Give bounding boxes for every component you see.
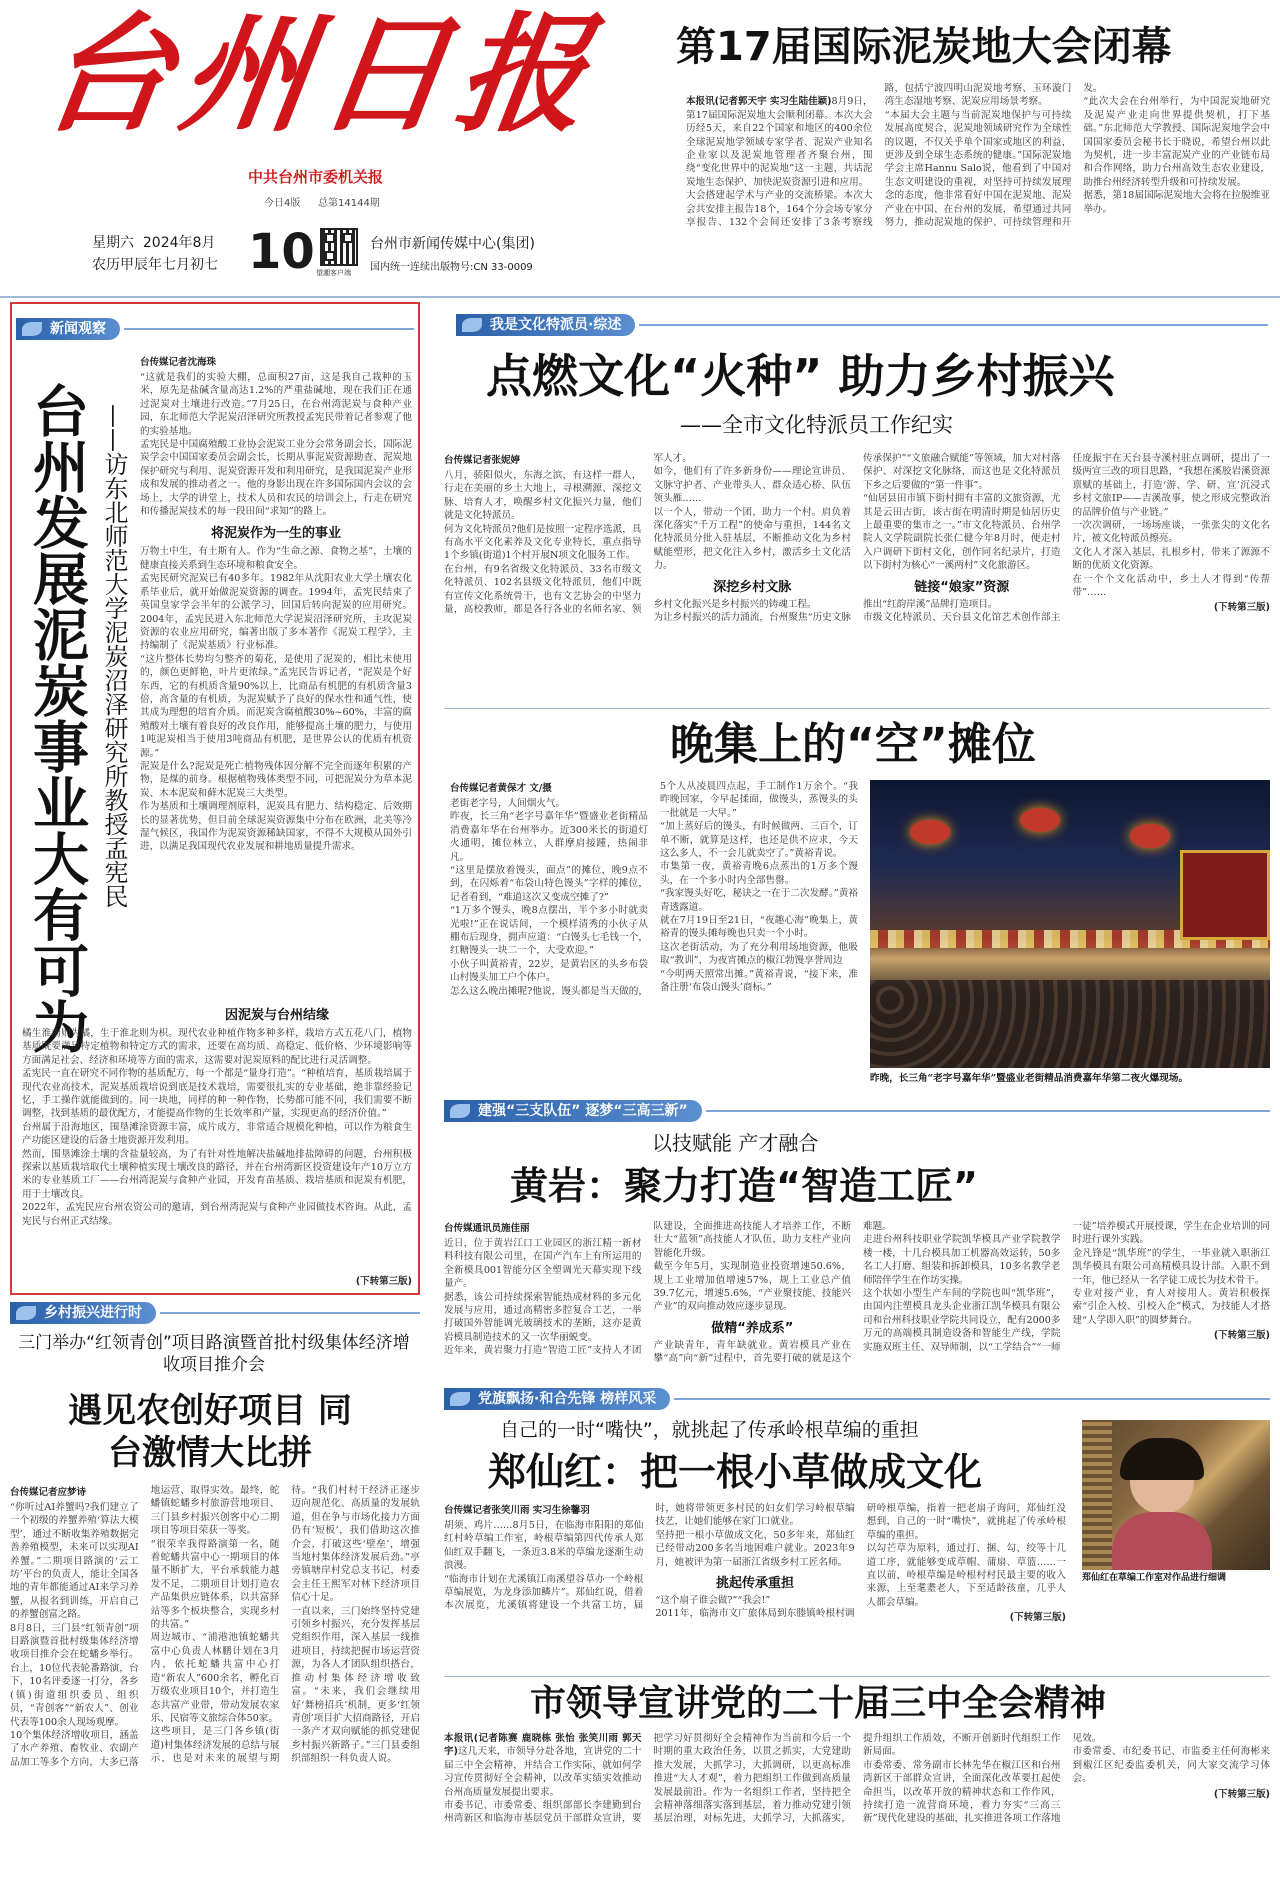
feature-sub1: 将泥炭作为一生的事业: [210, 526, 341, 542]
zheng-photo: [1082, 1420, 1270, 1570]
leaders-byline: 本报讯(记者陈赛 鹿晓栋 张怡 张笑川雨 郭天宇): [444, 1733, 642, 1758]
masthead-org: 中共台州市委机关报: [248, 168, 384, 186]
feature-sub2: 因泥炭与台州结缘: [224, 1008, 329, 1023]
feature-byline: 台传媒记者沈海珠: [140, 357, 217, 368]
lead-article: [686, 82, 1270, 290]
rural-body: “你听过AI养蟹吗?我们建立了一个初级的养蟹养殖‘算法大模型’，通过不断收集养殖数据完善养殖模型，未来可以实现AI养蟹。”二期项目路演的‘云工坊’平台的负责人，能让全国各地的青年都能通过AI来学习养蟹，从报名到训练，开启自己的养蟹创富之路。 8月8日，三门县“红领青创”项目路演暨首批村级集体经济增收项目推介会在蛇蟠乡举行。台上，10位代表轮番路演，台下，10名评委逐一打分，各乡(镇)街道组织委员、组织员，“青创客”“新农人”、创业代表等100余人现场观摩。 10个集体经济增收项目，涵盖了水产养殖、畜牧业、农副产品加工等多个方向，大多已落地运营、取得实效。最终，蛇蟠镇蛇蟠乡村旅游营地项目、三门县乡村振兴创客中心二期项目等项目荣获一等奖。 “很荣幸我得路演第一名，随着蛇蟠共富中心一期项目的体量不断扩大，平台承载能力越发不足，二期项目计划打造农产品集供应链体系，以共富驿站等多个板块整合，实现乡村的共富。” 周边城市、“浦港池镇蛇蟠共富中心负责人林鹏计划在3月内，依托蛇蟠共富中心打造“新农人”600余名，孵化百万级农业项目10个，并打造生态共富产业带，带动发展农家乐、民宿等文旅综合体50家。 这些项目，是三门各乡镇(街道)村集体经济发展的总结与展示，也是对未来的展望与期待。“我们村村干经济正逐步迈向规范化、高质量的发展轨道，但在争与市场化接力方面仍有‘短板’，我们借助这次推介会，打破这些‘壁垒’，增强当地村集体经济发展后劲。”亭旁镇塘岸村党总支书记，村委会主任王熙军对林下经济项目信心十足。 一直以来，三门始终坚持党建引领乡村振兴，充分发挥基层党组织作用，深入基层一线推进项目，持续把握市场运营资源，为各人才团队组织搭台，推动村集体经济增收致富。“未来，我们会继续用好‘舞榜招兵’机制，更多‘红领青创’项目扩大招商路径，开启一条产才双向赋能的抓党建促乡村振兴新路子。”三门县委组织部组织一科负责人说。: [10, 1485, 420, 1768]
zheng-byline: 台传媒记者张笑川雨 实习生徐馨羽: [444, 1505, 590, 1516]
publisher: 台州市新闻传媒中心(集团): [370, 236, 535, 252]
zheng-band-label: 党旗飘扬·和合先锋 榜样风采: [444, 1388, 670, 1410]
rural-headline: 遇见农创好项目 同台激情大比拼: [68, 1391, 352, 1473]
cn-number: 国内统一连续出版物号:CN 33-0009: [370, 262, 533, 273]
night-market-article: [450, 780, 858, 1080]
huangyan-sub1: 做精“养成系”: [711, 1320, 794, 1336]
feature-continued: (下转第三版): [355, 1276, 412, 1287]
feature-band-label: 新闻观察: [16, 318, 120, 340]
zheng-headline: 郑仙红：把一根小草做成文化: [488, 1450, 983, 1494]
feature-band: [16, 318, 414, 340]
zheng-body: 胡须、鸡片……8月5日，在临海市阳阳的郑仙红村岭草编工作室，岭根草编第四代传承人郑仙红双手翻飞，一条近3.8米的草编龙逐渐生动浪漫。 “临海市计划在尤溪镇江南溪望谷草办一个岭根草编展览，为龙身添加鳞片”。郑仙红说，借着本次展览，尤溪镇将建设一个共富工坊，届时，她将带领更多村民的妇女们学习岭根草编技艺，让她们能够在家门口就业。 坚持把一根小草做成文化，50多年来，郑仙红已经带动200多名当地困难户就业。2023年9月，她被评为第一届浙江省级乡村工匠名师。: [444, 1503, 855, 1612]
culture-band-label: 我是文化特派员·综述: [456, 314, 635, 336]
divider: [0, 296, 1280, 298]
night-market-body: 老街老字号，人间烟火气。 昨夜，长三角“老字号嘉年华”暨盛业老街精品消费嘉年华在台州举办。近300米长的街道灯火通明，摊位林立，人群摩肩接踵，热闹非凡。 “这里是摆放着馒头，面点”的摊位，晚9点不到，在闪烁着“布袋山特色馒头”字样的摊位，记者看到，“难道这次又变成空摊了?” “1万多个馒头，晚8点摆出，半个多小时就卖光啦!”正在说话间，一个模样清秀的小伙子从棚布后现身，拥声应道：“白馒头七毛钱一个，红糖馒头一块二一个，大受欢迎。” 小伙子叫黄裕青，22岁，是黄岩区的头乡布袋山村馒头加工户个体户。 怎么这么晚出摊呢?他说，馒头都是当天做的，5个人从凌晨四点起，手工制作1万余个。“我昨晚回家，今早起揉面，做馒头，蒸馒头的头一批就是一大早。” “加上蒸好后的馒头，有时候做两、三百个，订单不断，就算是这样，也还是供不应求，今天这么多人，不一会儿就卖空了。”黄裕青说。 市集第一夜，黄裕青晚6点蒸出的1万多个馒头，在一个多小时内全部售罄。 “我家馒头好吃，秘诀之一在于二次发酵。”黄裕青透露道。 就在7月19日至21日，“夜趣心海”晚集上，黄裕青的馒头摊每晚也只卖一个小时。 这次老街活动，为了充分利用场地资源，他吸取“教训”，为夜宵摊点的椒江勃馒享誉周边 “今明两天照常出摊。”黄裕青说，“接下来，准备注册‘布袋山馒头’商标。”: [450, 781, 858, 997]
culture-body2: 乡村文化振兴是乡村振兴的铸魂工程。 为让乡村振兴的活力涌流，台州聚焦“历史文脉传承保护”“文旅融合赋能”等领域，加大对村落保护、对深挖文化脉络，而这也是文化特派员下乡之后要做的“第一件事”。 “仙居县田市镇下街村拥有丰富的文旅资源，尤其是云田古街，该古街在明清时期是仙居历史上最重要的集市之一。”市文化特派员、台州学院人文学院副院长张仁健今年8月时，便走村入户调研下街村文化，创作同名纪录片，打造以下街村为核心“一溪两村”文化旅游区。: [653, 453, 1061, 624]
lead-body: 8月9日，第17届国际泥炭地大会顺利闭幕。本次大会历经5天，来自22个国家和地区的400余位全球泥炭地学领域专家学者、泥炭产业知名企业家以及泥炭地管理者齐聚台州，围绕“变化世界中的泥炭地”这一主题，共话泥炭地生态保护、加快泥炭资源引进和应用。 大会搭建起学术与产业的交流桥梁。本次大会共安排主报告18个，164个分会场专家分享报告、132个会间还安排了3条考察线路，包括宁波四明山泥炭地考察、玉环漩门湾生态湿地考察、泥炭应用场景考察。 “本届大会主题与当前泥炭地保护与可持续发展高度契合，泥炭地领域研究作为全球性的议题，不仅关乎单个国家或地区的利益，更涉及到全球生态系统的健康。”国际泥炭地学会主席Hannu Salo说，他看到了中国对生态文明建设的重视，对坚持可持续发展理念的态度，他非常看好中国在泥炭地、泥炭产业在中国、在台州的发展，希望通过共同努力，推动泥炭地的保护、可持续管理和开发。 “此次大会在台州举行，为中国泥炭地研究及泥炭产业走向世界提供契机，打下基础。”东北师范大学教授、国际泥炭地学会中国国家委员会秘书长于晓说，希望台州以此为契机，进一步丰富泥炭产业的产业链布局和合作网络，助力台州高效生态农业建设，助推台州经济转型升级和可持续发展。 据悉，第18届国际泥炭地大会将在拉脱维亚举办。: [686, 83, 1270, 229]
leaders-continued: (下转第三版): [1213, 1788, 1270, 1800]
lead-byline: 本报讯(记者郭天宇 实习生陆佳颖): [686, 96, 832, 108]
masthead: [0, 0, 650, 280]
huangyan-byline: 台传媒通讯员施佳丽: [444, 1223, 530, 1234]
night-market-photo: [870, 780, 1270, 1068]
zheng-article: [444, 1502, 1066, 1670]
culture-body3: 推出“红韵岸溪”品牌打造项目。 市级文化特派员、天台县文化馆艺术创作部主任庞振宇在天台县寺溪村驻点调研，提出了一级两宣三改的项目思路，“我想在溪胶岩溪资源禀赋的基础上，打造‘游、学、研、宣’沉浸式乡村文旅IP——吉溪故事，使之形成完整政治的品牌价值与产业链。” 一次次调研，一场场座谈，一张张尖的文化名片，被文化特派员擦亮。 文化人才深入基层，扎根乡村，带来了源源不断的优质文化资源。 在一个个文化活动中，乡土人才得到“传帮带”……: [863, 453, 1270, 624]
huangyan-body2: 产业缺青年，青年缺就业。黄岩模具产业在攀“高”向“新”过程中，首先要打破的就是这个难题。 走进台州科技职业学院凯华模具产业学院教学楼一楼，十几台模具加工机器高效运转，50多名工人打磨、组装和拆卸模具，10多名教学老师陪伴学生在作坊实操。 这个状如小型生产车间的学院也叫“凯华班”，由国内注塑模具龙头企业浙江凯华模具有限公司和台州科技职业学院共同设立，配有2000多万元的高端模具制造设备和智能生产线，学院实施双班主任、双导师制，以“工学结合”“一师一徒”培养模式开展授课，学生在企业培训的同时进行课外实践。 金凡锋是“凯华班”的学生，一毕业就入职浙江凯华模具有限公司高精模具设计部。入职不到一年，他已经从一名学徒工成长为技术骨干。 专业对接产业，育人对接用人。黄岩积极探索“引企入校、引校入企”模式，为技能人才搭建“人学即入职”的圆梦舞台。: [653, 1221, 1270, 1365]
culture-body: 八月，骄阳似火，东海之滨，有这样一群人，行走在美丽的乡土大地上，寻根溯源、深挖文脉、培育人才，唤醒乡村文化振兴力量，他们就是文化特派员。 何为文化特派员?他们是按照一定程序选派，具有高水平文化素养及文化专业特长，重点指导1个乡镇(街道)1个村开展N项文化服务工作。 在台州，有9名省级文化特派员、33名市级文化特派员、102名县级文化特派员，他们中既有宣传文化系统骨干，也有文艺协会的中坚力量，高校教师，都是各行各业的名师名家、领军人才。 如今，他们有了许多新身份——理论宣讲员、文脉守护者、产业带头人、群众适心桥、队伍领头雁…… 以一个人，带动一个团，助力一个村。肩负着深化落实“千万工程”的使命与重担，144名文化特派员分批入驻基层，不断推动文化为乡村赋能塑形，把文化注入乡村，激活乡土文化活力。: [444, 453, 851, 616]
qr-caption: 望潮客户端: [316, 269, 351, 277]
divider: [444, 708, 1270, 709]
leaders-headline: 市领导宣讲党的二十届三中全会精神: [530, 1683, 1107, 1724]
newspaper-logo: 台州日报: [33, 1, 607, 150]
zheng-band: [444, 1388, 1270, 1410]
rural-article: [10, 1484, 420, 1876]
rural-byline: 台传媒记者应梦诗: [10, 1487, 87, 1498]
night-market-photo-caption: 昨晚，长三角“老字号嘉年华”暨盛业老街精品消费嘉年华第二夜火爆现场。: [870, 1073, 1189, 1084]
zheng-continued: (下转第三版): [1009, 1612, 1066, 1624]
rural-band-label: 乡村振兴进行时: [10, 1302, 156, 1324]
night-market-byline: 台传媒记者黄保才 文/摄: [450, 783, 552, 794]
culture-subhead: ——全市文化特派员工作纪实: [680, 413, 953, 437]
zheng-photo-caption: 郑仙红在草编工作室对作品进行细调: [1082, 1573, 1227, 1583]
qr-code: [320, 228, 358, 266]
masthead-pages: 今日4版: [264, 198, 301, 209]
culture-band: [456, 314, 1268, 336]
leaders-article: [444, 1732, 1270, 1878]
divider: [444, 1676, 1270, 1677]
feature-box: [10, 302, 420, 1295]
feature-subhead: ——访东北师范大学泥炭沼泽研究所教授孟宪民: [100, 404, 128, 908]
culture-sub1: 深挖乡村文脉: [713, 579, 792, 595]
culture-byline: 台传媒记者张妮婷: [444, 455, 521, 466]
huangyan-band: [444, 1100, 1270, 1122]
rural-subhead: 三门举办“红领青创”项目路演暨首批村级集体经济增收项目推介会: [18, 1333, 410, 1375]
feature-headline: 台州发展泥炭事业大有可为: [24, 382, 89, 1054]
huangyan-continued: (下转第三版): [1213, 1330, 1270, 1342]
culture-headline: 点燃文化“火种” 助力乡村振兴: [486, 349, 1115, 403]
culture-continued: (下转第三版): [1213, 602, 1270, 614]
zheng-subhead: 自己的一时“嘴快”，就挑起了传承岭根草编的重担: [500, 1419, 919, 1441]
huangyan-body: 近日，位于黄岩江口工业园区的浙江精一新材料科技有限公司里，在国产汽车上有所运用的全新模具001智能分区全塑调光天幕实现下线量产。 据悉，该公司持续探索智能热成材料的多元化发展与应用，通过高精密多腔复合工艺，一举打破国外智能调光玻璃技术的垄断，这亦是黄岩模具制造技术的又一次华丽蜕变。 近年来，黄岩聚力打造“智造工匠”支持人才团队建设，全面推进高技能人才培养工作，不断壮大“蓝领”高技能人才队伍，助力支柱产业向智能化升级。 截至今年5月，实现制造业投资增速50.6%，规上工业增加值增速57%，规上工业总产值39.7亿元，增速5.6%，“产业聚技能、技能兴产业”的双向推动效应逐步显现。: [444, 1221, 851, 1357]
masthead-lunar: 农历甲辰年七月初七: [92, 257, 218, 273]
huangyan-band-label: 建强“三支队伍” 逐梦“三高三新”: [444, 1100, 702, 1122]
masthead-day: 10: [248, 224, 315, 280]
lead-headline: 第17届国际泥炭地大会闭幕: [676, 24, 1172, 70]
feature-para1: “这就是我们的实验大棚，总面积27亩，这是我自己栽种的玉米，原先是盐碱含量高达1.2%的严重盐碱地，现在我们正在通过泥炭对土壤进行改造。”7月25日，在台州湾泥炭与食种产业园，东北师范大学泥炭沼泽研究所教授孟宪民带着记者参观了他的实验基地。 孟宪民是中国腐殖酸工业协会泥炭工业分会常务副会长，国际泥炭学会中国国家委员会副会长，长期从事泥炭资源勘查、泥炭地保护研究与利用、泥炭资源开发和利用研究，是我国泥炭产业形成和发展的推动者之一。他的身影出现在许多国际国内会议的会场上，大学的讲堂上，技术人员和农民的培训会上，行走在研究和传播泥炭技术的每一段田间“求知”的路上。: [140, 372, 412, 518]
masthead-issue: 总第14144期: [318, 198, 380, 209]
culture-article: [444, 452, 1270, 702]
leaders-body: 这几天来，市领导分赴各地，宣讲党的二十届三中全会精神，并结合工作实际，就如何学习宣传贯彻好全会精神，以改革实绩实效推动台州高质量发展提出要求。 市委书记、市委常委、组织部部长李建勤到台州湾新区和临海市基层党员干部群众宣讲，要把学习好贯彻好全会精神作为当前和今后一个时期的重大政治任务，以贯之抓实，大党建助推大发展，大抓学习，大抓调研，以更高标准推进“大人才观”，着力把组织工作做到高质量发展最前沿。作为一名组织工作者，坚持把全会精神落细落实落到基层，着力推动党建引领基层治理，对标先进，大抓学习，大抓落实，提升组织工作质效，不断开创新时代组织工作新局面。 市委常委、常务副市长林先华在椒江区和台州湾新区干部群众宣讲，全面深化改革要扛起使命担当，以改革开放的精神状态和工作作风，持续打造一流营商环境，着力夯实“三高三新”现代化建设的基础，扎实推进各项工作落地见效。 市委常委、市纪委书记、市监委主任何海彬来到椒江区纪委监委机关，同大家交流学习体会。: [444, 1733, 1270, 1825]
culture-sub2: 链接“娘家”资源: [914, 579, 1010, 595]
zheng-body2: “这个扇子谁会做?”“我会!” 2011年，临海市文广旅体局到东塍镇岭根村调研岭根草编，指着一把老扇子询问，郑仙红没想到，自己的一时“嘴快”，就挑起了传承岭根草编的重担。 以勾芒草为原料，通过打、捆、勾、绞等十几道工序，就能够变成草帽、蒲扇、草篮……一直以前，岭根草编是岭根村村民最主要的收入来源，上至耄耋老人，下至适龄孩童，几乎人人都会草编。: [655, 1503, 1066, 1620]
feature-para2: 万物土中生，有土斯有人。作为“生命之源、食物之基”，土壤的健康直接关系到生态环境和粮食安全。 孟宪民研究泥炭已有40多年。1982年从沈阳农业大学土壤农化系毕业后，就开始做泥炭资源的调查。1994年，孟宪民结束了英国皇家学会半年的公派学习，回国后转向泥炭的应用研究。2004年，孟宪民进入东北师范大学泥炭沼泽研究所，主攻泥炭资源的农业应用研究，编著出版了多本著作《泥炭工程学》，主持编制了《泥炭基质》行业标准。 “这片整体长势均匀整齐的菊花，是使用了泥炭的，相比未使用的，颜色更鲜艳，叶片更浓绿。”孟宪民告诉记者，“泥炭是个好东西，它的有机质含量90%以上，比商品有机肥的有机质含量3倍，高含量的有机质，为泥炭赋予了良好的保水性和通气性，使其成为理想的培育介质。而泥炭含腐植酸30%~60%，丰富的腐殖酸对土壤有着良好的改良作用，能够提高土壤的肥力，与使用1吨泥炭相当于使用3吨商品有机肥，是世界公认的优质有机资源。” 泥炭是什么?泥炭是死亡植物残体因分解不完全而逐年积累的产物，是煤的前身。根据植物残体类型不同，可把泥炭分为草本泥炭、木本泥炭和藓木泥炭三大类型。 作为基质和土壤调理剂原料，泥炭具有肥力、结构稳定、后效期长的显著优势，但目前全球泥炭资源集中分布在欧洲，北美等冷湿气候区，我国作为泥炭资源稀缺国家，不得不大规模从国外引进，以满足我国现代农业发展和耕地质量提升需求。: [140, 546, 412, 853]
huangyan-article: [444, 1220, 1270, 1372]
huangyan-subhead: 以技赋能 产才融合: [652, 1131, 819, 1155]
night-market-headline: 晚集上的“空”摊位: [670, 719, 1036, 770]
masthead-date: 星期六 2024年8月: [92, 235, 216, 251]
feature-para3: 橘生淮南则为橘，生于淮北则为枳。现代农业种植作物多种多样，栽培方式五花八门，植物基质既要满足特定植物和特定方式的需求，还要在高均质、高稳定、低价格、少环境影响等方面满足社会、经济和环境等方面的需求，这需要对泥炭原料的配比进行灵活调整。 孟宪民一直在研究不同作物的基质配方，每一个都是“量身打造”。“种植培育，基质栽培属于现代农业高技术，泥炭基质栽培说到底是技术栽培，需要很扎实的专业基础，绝非靠经验记忆，手工操作就能做到的。同一块地，同样的种一种作物，长势都可能不同，我们需要不断调整，找到基质的最优配方，才能提高作物的生长效率和产量，实现更高的经济价值。” 台州属于沿海地区，围垦滩涂资源丰富，成片成方，非常适合规模化种植，可以作为粮食生产功能区建设的后备土地资源开发利用。 然而，围垦滩涂土壤的含盐量较高，为了有针对性地解决盐碱地排盐障碍的问题，台州积极探索以基质栽培取代土壤种植实现土壤改良的路径，并在台州湾新区投资建设年产10万立方米的专业基质工厂——台州湾泥炭与食种产业园，开发育苗基质、栽培基质和泥炭有机肥，用于土壤改良。 2022年，孟宪民应台州农资公司的邀请，到台州湾泥炭与食种产业园做技术咨询。从此，孟宪民与台州正式结缘。: [22, 1028, 412, 1227]
huangyan-headline: 黄岩：聚力打造“智造工匠”: [510, 1164, 978, 1208]
rural-band: [10, 1302, 420, 1324]
feature-lower: [22, 1004, 412, 1289]
feature-article: [140, 354, 412, 994]
zheng-sub1: 挑起传承重担: [715, 1576, 794, 1592]
